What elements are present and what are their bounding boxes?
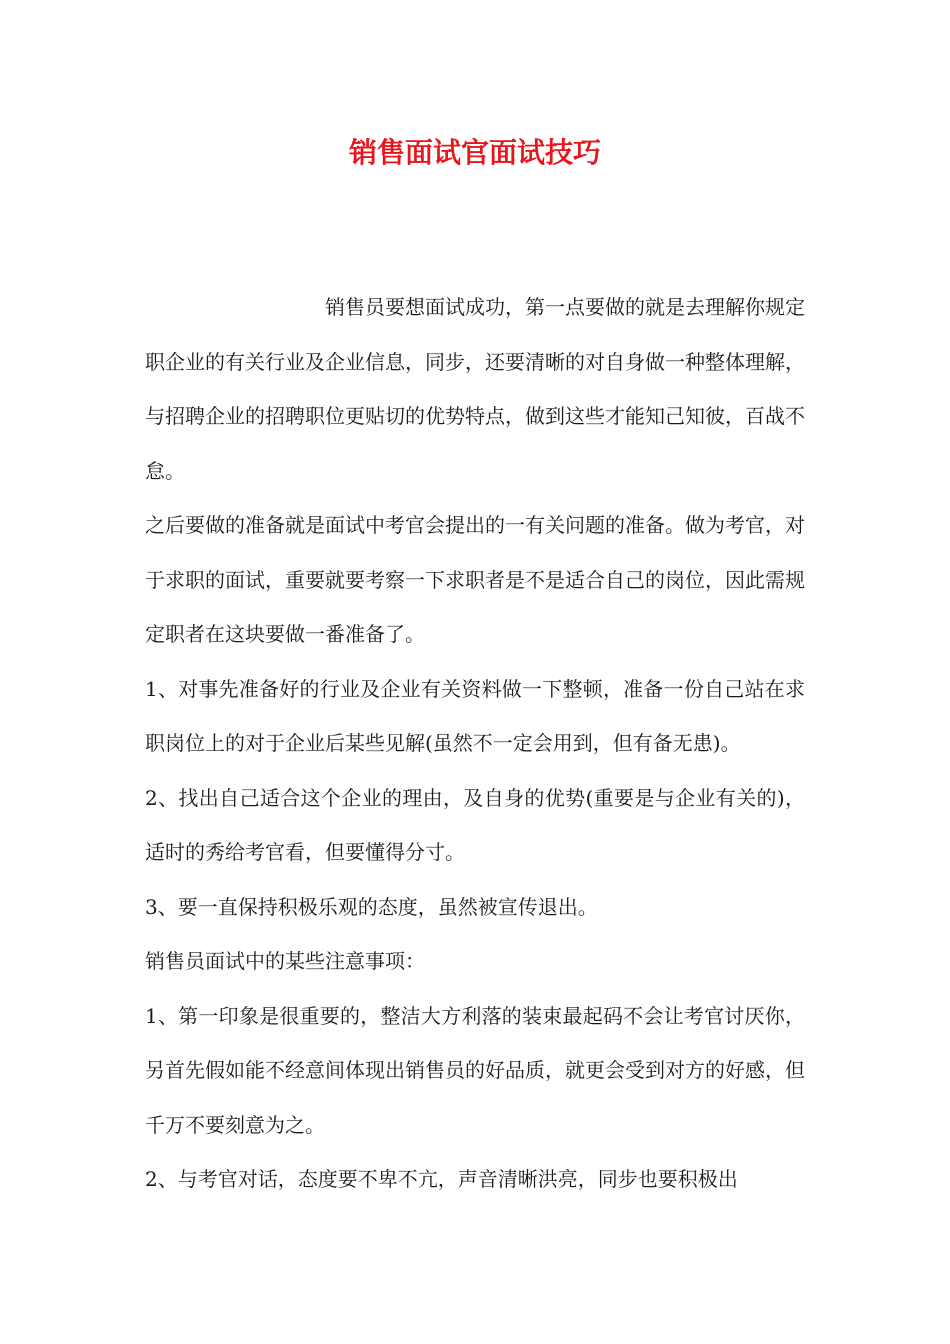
document-body: [145, 280, 805, 1207]
paragraph-preparation: 之后要做的准备就是面试中考官会提出的一有关问题的准备。做为考官，对于求职的面试，重要就要考察一下求职者是不是适合自己的岗位，因此需规定职者在这块要做一番准备了。: [145, 513, 805, 646]
paragraph-item-3: 3、要一直保持积极乐观的态度，虽然被宣传退出。: [145, 894, 598, 919]
paragraph-note-1: 1、第一印象是很重要的，整洁大方利落的装束最起码不会让考官讨厌你，另首先假如能不经意间体现出销售员的好品质，就更会受到对方的好感，但千万不要刻意为之。: [145, 1003, 805, 1137]
document-title: 销售面试官面试技巧: [348, 136, 601, 169]
paragraph-item-1: 1、对事先准备好的行业及企业有关资料做一下整顿，准备一份自己站在求职岗位上的对于企业后某些见解(虽然不一定会用到，但有备无患)。: [145, 676, 805, 755]
paragraph-item-2: 2、找出自己适合这个企业的理由，及自身的优势(重要是与企业有关的)，适时的秀给考官看，但要懂得分寸。: [145, 785, 805, 864]
paragraph-note-2: 2、与考官对话，态度要不卑不亢，声音清晰洪亮，同步也要积极出: [145, 1167, 738, 1191]
paragraph-intro: 销售员要想面试成功，第一点要做的就是去理解你规定职企业的有关行业及企业信息，同步，还要清晰的对自身做一种整体理解，与招聘企业的招聘职位更贴切的优势特点，做到这些才能知己知彼，百战不怠。: [145, 295, 805, 483]
paragraph-notes-heading: 销售员面试中的某些注意事项：: [145, 949, 425, 973]
